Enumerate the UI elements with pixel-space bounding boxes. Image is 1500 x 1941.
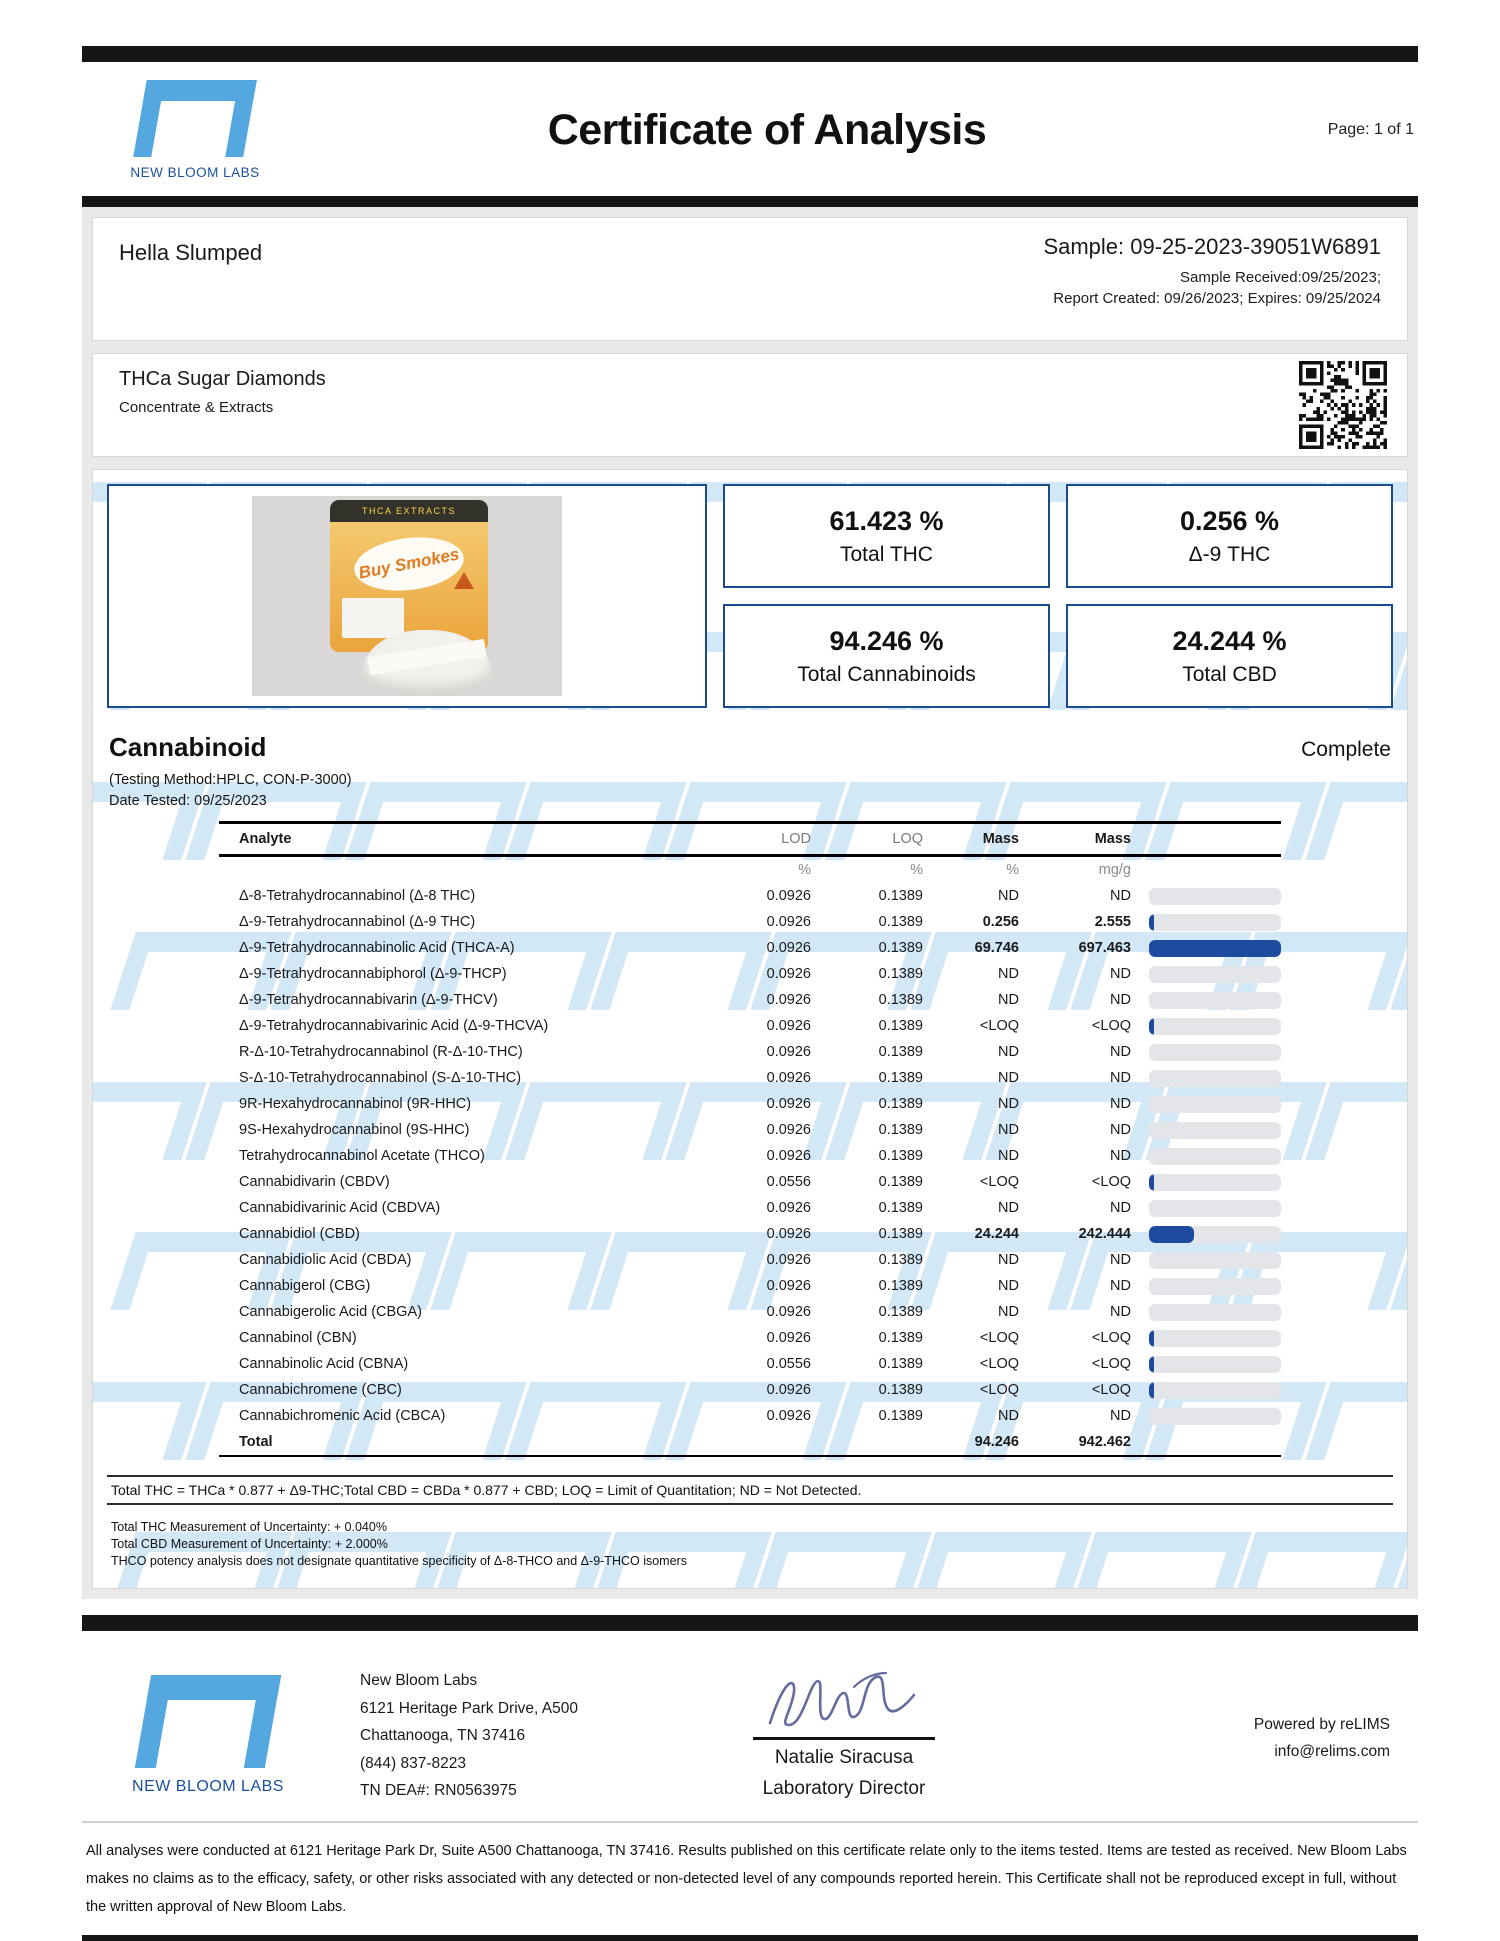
bar-track: [1149, 1226, 1281, 1243]
loq-cell: 0.1389: [878, 1018, 923, 1034]
mass-pct-cell: 69.746: [974, 940, 1019, 956]
testing-method: (Testing Method:HPLC, CON-P-3000): [109, 772, 352, 788]
mass-mgg-cell: 697.463: [1078, 940, 1131, 956]
lod-cell: 0.0926: [766, 1200, 811, 1216]
table-row: [219, 1039, 1281, 1065]
bar-track: [1149, 966, 1281, 983]
mass-pct-cell: ND: [998, 1044, 1019, 1060]
analyte-cell: Cannabigerolic Acid (CBGA): [239, 1304, 422, 1320]
package-top-label: THCA EXTRACTS: [330, 500, 488, 522]
mass-pct-cell: ND: [998, 1408, 1019, 1424]
sample-id: Sample: 09-25-2023-39051W6891: [1043, 234, 1381, 259]
mass-mgg-cell: ND: [1110, 1122, 1131, 1138]
table-row: [219, 935, 1281, 961]
new-bloom-labs-logo-icon: [133, 80, 257, 157]
mass-pct-cell: <LOQ: [979, 1356, 1019, 1372]
bar-track: [1149, 914, 1281, 931]
loq-cell: 0.1389: [878, 1226, 923, 1242]
mass-bar-cell: [1131, 914, 1281, 931]
summary-section: [107, 484, 1393, 708]
analyte-cell: Cannabichromenic Acid (CBCA): [239, 1408, 446, 1424]
mass-bar-cell: [1131, 888, 1281, 905]
loq-cell: 0.1389: [878, 992, 923, 1008]
mass-bar-cell: [1131, 1070, 1281, 1087]
jar-label: [367, 639, 486, 675]
bar-track: [1149, 1174, 1281, 1191]
address-line: (844) 837-8223: [360, 1754, 466, 1772]
mass-bar-cell: [1131, 1018, 1281, 1035]
mass-bar-cell: [1131, 1148, 1281, 1165]
total-label: Total: [239, 1434, 273, 1450]
analyte-cell: Δ-9-Tetrahydrocannabiphorol (Δ-9-THCP): [239, 966, 507, 982]
bar-fill: [1149, 1174, 1154, 1191]
mass-pct-cell: ND: [998, 992, 1019, 1008]
lod-cell: 0.0926: [766, 1018, 811, 1034]
mass-bar-cell: [1131, 1226, 1281, 1243]
mass-pct-cell: 0.256: [982, 914, 1019, 930]
bar-fill: [1149, 1330, 1154, 1347]
summary-total-thc: [723, 484, 1050, 588]
bar-track: [1149, 1148, 1281, 1165]
d9-thc-value: 0.256 %: [1179, 505, 1280, 536]
loq-cell: 0.1389: [878, 1252, 923, 1268]
analyte-cell: Cannabidivarin (CBDV): [239, 1174, 390, 1190]
total-cbd-label: Total CBD: [1182, 662, 1277, 686]
lod-cell: 0.0926: [766, 1330, 811, 1346]
thco-note: THCO potency analysis does not designate quantitative specificity of Δ-8-THCO and Δ-9-THCO isomers: [111, 1554, 687, 1568]
analyte-cell: Δ-9-Tetrahydrocannabivarin (Δ-9-THCV): [239, 992, 498, 1008]
lod-cell: 0.0926: [766, 992, 811, 1008]
signature-block: [578, 1665, 1110, 1815]
summary-total-cannabinoids: [723, 604, 1050, 708]
cannabinoid-table: [219, 821, 1281, 1457]
lod-cell: 0.0926: [766, 1278, 811, 1294]
analyte-cell: Cannabidiol (CBD): [239, 1226, 360, 1242]
lod-cell: 0.0926: [766, 1304, 811, 1320]
total-thc-label: Total THC: [840, 542, 933, 566]
col-loq: LOQ: [892, 831, 923, 847]
mass-pct-cell: ND: [998, 966, 1019, 982]
product-photo-box: [107, 484, 707, 708]
footer-logo-caption: NEW BLOOM LABS: [132, 1778, 284, 1795]
col-mass-mgg: Mass: [1094, 831, 1131, 847]
table-row: [219, 1195, 1281, 1221]
analyte-cell: Cannabidivarinic Acid (CBDVA): [239, 1200, 441, 1216]
col-lod: LOD: [781, 831, 811, 847]
table-row: [219, 1169, 1281, 1195]
lod-cell: 0.0926: [766, 1122, 811, 1138]
sample-info: [1043, 234, 1381, 324]
address-line: TN DEA#: RN0563975: [360, 1782, 517, 1799]
signature-line: [753, 1737, 935, 1740]
mass-mgg-cell: <LOQ: [1091, 1174, 1131, 1190]
formula-note: Total THC = THCa * 0.877 + Δ9-THC;Total CBD = CBDa * 0.877 + CBD; LOQ = Limit of Quantitation; ND = Not Detected.: [107, 1475, 1393, 1505]
analyte-cell: Cannabigerol (CBG): [239, 1278, 371, 1294]
loq-cell: 0.1389: [878, 1330, 923, 1346]
col-mass-pct: Mass: [982, 831, 1019, 847]
total-thc-value: 61.423 %: [829, 505, 944, 536]
mass-pct-cell: 24.244: [974, 1226, 1019, 1242]
summary-total-cbd: [1066, 604, 1393, 708]
analyte-cell: 9S-Hexahydrocannabinol (9S-HHC): [239, 1122, 470, 1138]
bar-track: [1149, 1122, 1281, 1139]
loq-cell: 0.1389: [878, 1356, 923, 1372]
results-card: [92, 469, 1408, 1589]
bar-fill: [1149, 1356, 1154, 1373]
mass-pct-cell: ND: [998, 1200, 1019, 1216]
signer-name: Natalie Siracusa: [774, 1747, 914, 1768]
lab-logo: [82, 80, 290, 180]
page-title: Certificate of Analysis: [547, 105, 987, 154]
unit-lod: %: [798, 862, 811, 878]
loq-cell: 0.1389: [878, 1200, 923, 1216]
mass-pct-cell: ND: [998, 1096, 1019, 1112]
table-row: [219, 1091, 1281, 1117]
bar-track: [1149, 1356, 1281, 1373]
mass-pct-cell: ND: [998, 888, 1019, 904]
bar-track: [1149, 1330, 1281, 1347]
header: [82, 74, 1418, 186]
analyte-cell: S-Δ-10-Tetrahydrocannabinol (S-Δ-10-THC): [239, 1070, 522, 1086]
d9-thc-label: Δ-9 THC: [1188, 542, 1271, 566]
lod-cell: 0.0926: [766, 940, 811, 956]
table-row: [219, 1351, 1281, 1377]
loq-cell: 0.1389: [878, 1096, 923, 1112]
table-row: [219, 1299, 1281, 1325]
package-badge: [351, 531, 467, 596]
footer: [82, 1647, 1418, 1815]
powered-by: Powered by reLIMS: [1253, 1716, 1390, 1733]
mass-bar-cell: [1131, 1122, 1281, 1139]
mass-bar-cell: [1131, 1200, 1281, 1217]
lod-cell: 0.0926: [766, 1096, 811, 1112]
analyte-cell: Cannabidiolic Acid (CBDA): [239, 1252, 412, 1268]
cbd-uncertainty: Total CBD Measurement of Uncertainty: + 2.000%: [111, 1537, 388, 1551]
mass-pct-cell: <LOQ: [979, 1018, 1019, 1034]
mass-mgg-cell: ND: [1110, 1148, 1131, 1164]
mass-bar-cell: [1131, 1330, 1281, 1347]
mass-mgg-cell: 2.555: [1094, 914, 1131, 930]
bar-track: [1149, 888, 1281, 905]
col-analyte: Analyte: [239, 831, 292, 847]
mass-pct-cell: ND: [998, 1122, 1019, 1138]
table-row: [219, 883, 1281, 909]
report-created: Report Created: 09/26/2023; Expires: 09/25/2024: [1053, 290, 1381, 307]
lod-cell: 0.0926: [766, 914, 811, 930]
product-category: Concentrate & Extracts: [119, 399, 274, 416]
loq-cell: 0.1389: [878, 914, 923, 930]
mass-bar-cell: [1131, 1044, 1281, 1061]
thc-uncertainty: Total THC Measurement of Uncertainty: + 0.040%: [111, 1520, 387, 1534]
loq-cell: 0.1389: [878, 966, 923, 982]
analyte-cell: Cannabinolic Acid (CBNA): [239, 1356, 409, 1372]
mass-bar-cell: [1131, 1278, 1281, 1295]
lod-cell: 0.0926: [766, 1044, 811, 1060]
client-name: Hella Slumped: [119, 240, 263, 265]
table-units-row: [219, 857, 1281, 883]
mass-mgg-cell: ND: [1110, 1096, 1131, 1112]
mass-bar-cell: [1131, 1096, 1281, 1113]
analyte-cell: R-Δ-10-Tetrahydrocannabinol (R-Δ-10-THC): [239, 1044, 523, 1060]
lod-cell: 0.0926: [766, 1070, 811, 1086]
unit-mass-mgg: mg/g: [1098, 862, 1131, 878]
mass-bar-cell: [1131, 992, 1281, 1009]
section-title: Cannabinoid: [109, 732, 267, 762]
mass-mgg-cell: ND: [1110, 1408, 1131, 1424]
footer-rule-bar: [82, 1615, 1418, 1631]
mass-pct-cell: <LOQ: [979, 1174, 1019, 1190]
mass-mgg-cell: ND: [1110, 888, 1131, 904]
mass-mgg-cell: <LOQ: [1091, 1018, 1131, 1034]
sample-received: Sample Received:09/25/2023;: [1180, 269, 1381, 286]
table-row: [219, 909, 1281, 935]
bottom-rule-bar: [82, 1935, 1418, 1941]
table-row: [219, 1377, 1281, 1403]
mass-pct-cell: ND: [998, 1252, 1019, 1268]
lab-address: [360, 1665, 578, 1815]
loq-cell: 0.1389: [878, 1148, 923, 1164]
analyte-cell: Δ-9-Tetrahydrocannabivarinic Acid (Δ-9-THCVA): [239, 1018, 549, 1034]
table-row: [219, 987, 1281, 1013]
table-row: [219, 1273, 1281, 1299]
bar-track: [1149, 1278, 1281, 1295]
mass-bar-cell: [1131, 1304, 1281, 1321]
unit-mass-pct: %: [1006, 862, 1019, 878]
lod-cell: 0.0926: [766, 1408, 811, 1424]
bar-track: [1149, 1304, 1281, 1321]
mass-mgg-cell: <LOQ: [1091, 1382, 1131, 1398]
mass-pct-cell: <LOQ: [979, 1330, 1019, 1346]
loq-cell: 0.1389: [878, 1278, 923, 1294]
mass-mgg-cell: ND: [1110, 1278, 1131, 1294]
qr-code: [1299, 361, 1387, 449]
warning-icon: [454, 572, 474, 589]
unit-loq: %: [910, 862, 923, 878]
package-small-label: [342, 598, 404, 638]
mass-bar-cell: [1131, 1252, 1281, 1269]
bar-track: [1149, 1070, 1281, 1087]
disclaimer-text: All analyses were conducted at 6121 Heritage Park Dr, Suite A500 Chattanooga, TN 37416. Results published on this certificate relate only to the items tested. Items are tested as received. New Bloom Labs makes no claims as to the efficacy, safety, or other risks associated with any detected or non-detected level of any compounds reported herein. This Certificate shall not be reproduced except in full, without the written approval of New Bloom Labs.: [86, 1843, 1407, 1915]
table-header-row: [219, 821, 1281, 857]
bar-track: [1149, 1252, 1281, 1269]
summary-grid: [723, 484, 1393, 708]
contact-email[interactable]: info@relims.com: [1274, 1743, 1390, 1760]
powered-by-block: [1110, 1665, 1418, 1815]
client-info-card: [92, 217, 1408, 341]
bar-fill: [1149, 1382, 1154, 1399]
mass-mgg-cell: ND: [1110, 966, 1131, 982]
mass-bar-cell: [1131, 940, 1281, 957]
footer-divider: [82, 1821, 1418, 1823]
lod-cell: 0.0926: [766, 966, 811, 982]
mass-bar-cell: [1131, 1382, 1281, 1399]
page-number: Page: 1 of 1: [1327, 121, 1414, 138]
address-line: Chattanooga, TN 37416: [360, 1727, 526, 1744]
table-row: [219, 1247, 1281, 1273]
total-cannabinoids-label: Total Cannabinoids: [797, 662, 976, 686]
product-photo: [252, 496, 562, 696]
table-row: [219, 1221, 1281, 1247]
mass-mgg-cell: ND: [1110, 1304, 1131, 1320]
table-row: [219, 1403, 1281, 1429]
address-line: New Bloom Labs: [360, 1672, 478, 1689]
loq-cell: 0.1389: [878, 1382, 923, 1398]
mass-mgg-cell: ND: [1110, 992, 1131, 1008]
cannabinoid-table-body: [219, 883, 1281, 1429]
lod-cell: 0.0926: [766, 1226, 811, 1242]
mass-bar-cell: [1131, 966, 1281, 983]
product-card: [92, 353, 1408, 457]
analyte-cell: Δ-9-Tetrahydrocannabinol (Δ-9 THC): [239, 914, 476, 930]
bar-fill: [1149, 940, 1281, 957]
mass-bar-cell: [1131, 1356, 1281, 1373]
loq-cell: 0.1389: [878, 1408, 923, 1424]
table-row: [219, 1117, 1281, 1143]
table-row: [219, 1013, 1281, 1039]
loq-cell: 0.1389: [878, 1304, 923, 1320]
signature-image: [756, 1665, 931, 1737]
mass-pct-cell: ND: [998, 1278, 1019, 1294]
status-label: Complete: [1301, 738, 1391, 761]
bar-fill: [1149, 914, 1154, 931]
table-total-row: [219, 1429, 1281, 1457]
mass-mgg-cell: <LOQ: [1091, 1330, 1131, 1346]
mass-pct-cell: ND: [998, 1304, 1019, 1320]
lod-cell: 0.0926: [766, 1148, 811, 1164]
bar-track: [1149, 1044, 1281, 1061]
lod-cell: 0.0556: [766, 1356, 811, 1372]
loq-cell: 0.1389: [878, 1174, 923, 1190]
analyte-cell: Cannabinol (CBN): [239, 1330, 357, 1346]
bar-track: [1149, 992, 1281, 1009]
lod-cell: 0.0926: [766, 1382, 811, 1398]
mass-bar-cell: [1131, 1174, 1281, 1191]
mass-mgg-cell: ND: [1110, 1070, 1131, 1086]
analyte-cell: Cannabichromene (CBC): [239, 1382, 402, 1398]
bar-track: [1149, 1200, 1281, 1217]
mass-pct-cell: <LOQ: [979, 1382, 1019, 1398]
product-package: [330, 500, 488, 652]
lod-cell: 0.0556: [766, 1174, 811, 1190]
bar-track: [1149, 1382, 1281, 1399]
analyte-cell: Δ-9-Tetrahydrocannabinolic Acid (THCA-A): [239, 940, 515, 956]
bar-track: [1149, 1018, 1281, 1035]
cannabinoid-header: [107, 732, 1393, 763]
uncertainty-notes: [107, 1519, 1393, 1574]
mass-mgg-cell: 242.444: [1078, 1226, 1131, 1242]
bar-fill: [1149, 1018, 1154, 1035]
total-mass-pct: 94.246: [974, 1434, 1019, 1450]
bar-track: [1149, 1096, 1281, 1113]
logo-caption: NEW BLOOM LABS: [130, 165, 260, 180]
loq-cell: 0.1389: [878, 1122, 923, 1138]
total-cbd-value: 24.244 %: [1172, 625, 1287, 656]
lod-cell: 0.0926: [766, 888, 811, 904]
loq-cell: 0.1389: [878, 1044, 923, 1060]
top-rule-bar: [82, 46, 1418, 62]
analyte-cell: Tetrahydrocannabinol Acetate (THCO): [239, 1148, 485, 1164]
new-bloom-labs-logo-icon: [135, 1675, 281, 1768]
table-row: [219, 1065, 1281, 1091]
loq-cell: 0.1389: [878, 1070, 923, 1086]
header-rule-bar: [82, 196, 1418, 207]
mass-mgg-cell: <LOQ: [1091, 1356, 1131, 1372]
lod-cell: 0.0926: [766, 1252, 811, 1268]
signer-role: Laboratory Director: [762, 1778, 926, 1799]
loq-cell: 0.1389: [878, 888, 923, 904]
analyte-cell: Δ-8-Tetrahydrocannabinol (Δ-8 THC): [239, 888, 476, 904]
address-line: 6121 Heritage Park Drive, A500: [360, 1699, 578, 1717]
mass-pct-cell: ND: [998, 1148, 1019, 1164]
date-tested: Date Tested: 09/25/2023: [109, 793, 267, 809]
total-mass-mgg: 942.462: [1078, 1434, 1131, 1450]
mass-mgg-cell: ND: [1110, 1252, 1131, 1268]
mass-pct-cell: ND: [998, 1070, 1019, 1086]
total-cannabinoids-value: 94.246 %: [829, 625, 944, 656]
table-row: [219, 961, 1281, 987]
table-row: [219, 1325, 1281, 1351]
bar-track: [1149, 1408, 1281, 1425]
content-area: [82, 207, 1418, 1599]
mass-mgg-cell: ND: [1110, 1200, 1131, 1216]
mass-mgg-cell: ND: [1110, 1044, 1131, 1060]
table-row: [219, 1143, 1281, 1169]
analyte-cell: 9R-Hexahydrocannabinol (9R-HHC): [239, 1096, 472, 1112]
mass-bar-cell: [1131, 1408, 1281, 1425]
bar-fill: [1149, 1226, 1194, 1243]
package-brand: Buy Smokes: [356, 544, 461, 583]
bar-track: [1149, 940, 1281, 957]
footer-logo: [82, 1665, 308, 1815]
product-name: THCa Sugar Diamonds: [119, 368, 326, 390]
loq-cell: 0.1389: [878, 940, 923, 956]
summary-d9-thc: [1066, 484, 1393, 588]
